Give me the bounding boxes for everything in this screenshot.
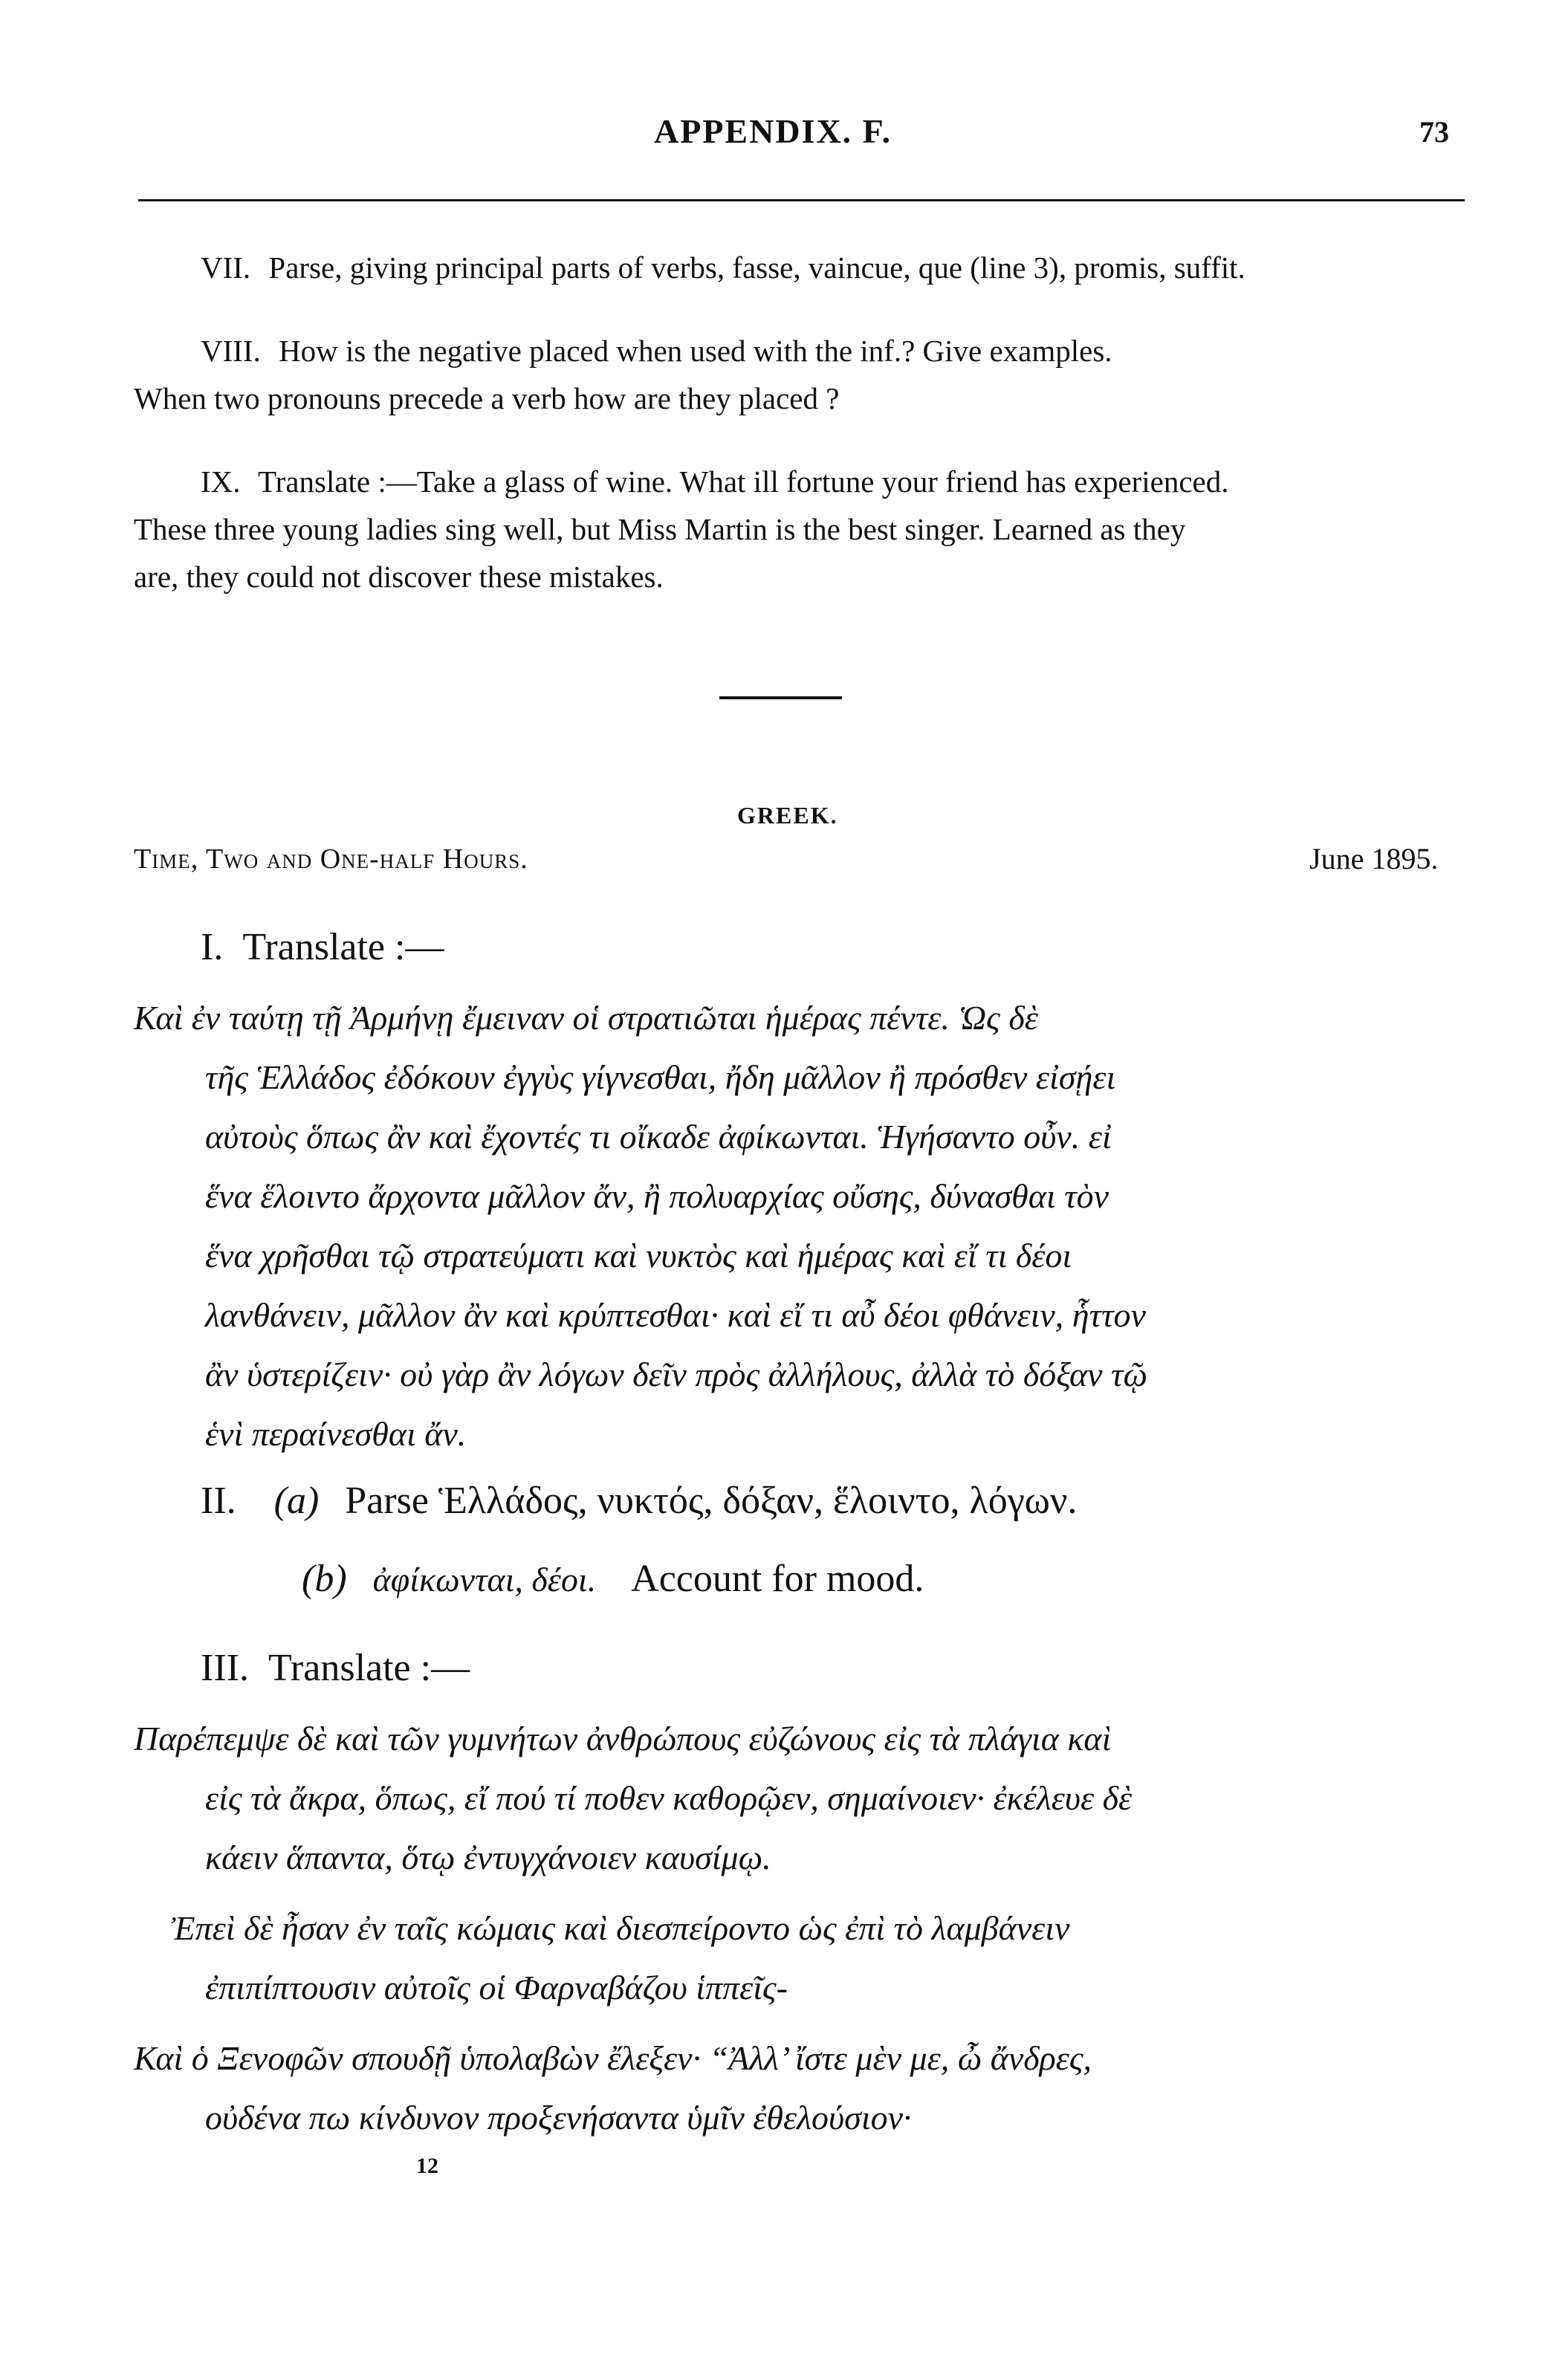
- part-label: (a): [273, 1480, 320, 1522]
- passage-line: λανθάνειν, μᾶλλον ἂν καὶ κρύπτεσθαι· καὶ εἴ τι αὖ δέοι φθάνειν, ἧττον: [205, 1296, 1146, 1334]
- question-text: Translate :—Take a glass of wine. What ill fortune your friend has experienced.: [258, 464, 1229, 499]
- passage-line: Ἐπεὶ δὲ ἦσαν ἐν ταῖς κώμαις καὶ διεσπείροντο ὡς ἐπὶ τὸ λαμβάνειν: [171, 1909, 1070, 1947]
- question-iii-paragraph-3: [134, 2029, 1092, 2148]
- question-number: II.: [201, 1480, 236, 1522]
- question-iii-heading: [201, 1642, 470, 1694]
- passage-line: Καὶ ἐν ταύτῃ τῇ Ἀρμήνῃ ἔμειναν οἱ στρατιῶται ἡμέρας πέντε. Ὡς δὲ: [134, 999, 1038, 1037]
- exam-date: June 1895.: [1309, 842, 1439, 875]
- passage-line: ἂν ὑστερίζειν· οὐ γὰρ ἂν λόγων δεῖν πρὸς ἀλλήλους, ἀλλὰ τὸ δόξαν τῷ: [205, 1355, 1147, 1393]
- passage-line: Καὶ ὁ Ξενοφῶν σπουδῇ ὑπολαβὼν ἔλεξεν· “Ἀλλ’ ἴστε μὲν με, ὦ ἄνδρες,: [134, 2039, 1092, 2077]
- passage-line: αὐτοὺς ὅπως ἂν καὶ ἔχοντές τι οἴκαδε ἀφίκωνται. Ἡγήσαντο οὖν. εἰ: [205, 1118, 1112, 1156]
- passage-line: ἑνὶ περαίνεσθαι ἄν.: [205, 1415, 467, 1453]
- part-text: Parse Ἑλλάδος, νυκτός, δόξαν, ἕλοιντο, λόγων.: [345, 1480, 1078, 1522]
- section-separator: [719, 696, 842, 699]
- question-viii-line-2: When two pronouns precede a verb how are they placed ?: [134, 381, 840, 415]
- question-number: III.: [201, 1647, 249, 1689]
- question-number: VII.: [201, 250, 251, 285]
- question-iii-paragraph-2: [171, 1899, 1069, 2018]
- passage-line: τῆς Ἑλλάδος ἐδόκουν ἐγγὺς γίγνεσθαι, ἤδη μᾶλλον ἢ πρόσθεν εἰσῄει: [205, 1058, 1116, 1096]
- passage-line: Παρέπεμψε δὲ καὶ τῶν γυμνήτων ἀνθρώπους εὐζώνους εἰς τὰ πλάγια καὶ: [134, 1720, 1112, 1758]
- passage-line: εἰς τὰ ἄκρα, ὅπως, εἴ πού τί ποθεν καθορῷεν, σημαίνοιεν· ἐκέλευε δὲ: [205, 1779, 1133, 1817]
- question-number: VIII.: [201, 334, 261, 368]
- part-label: (b): [302, 1558, 347, 1600]
- running-header: [0, 111, 1568, 163]
- part-text: Account for mood.: [631, 1558, 924, 1600]
- question-text: How is the negative placed when used with the inf.? Give examples.: [279, 334, 1112, 368]
- question-i-passage: [134, 988, 1147, 1464]
- signature-mark: 12: [416, 2154, 438, 2178]
- page-title: APPENDIX. F.: [654, 112, 892, 150]
- question-ii-part-a: [201, 1475, 1077, 1527]
- question-number: I.: [201, 926, 224, 968]
- question-i-heading: [201, 921, 444, 974]
- question-iii-paragraph-1: [134, 1709, 1132, 1888]
- question-vii: [201, 245, 1245, 291]
- question-ix: [201, 459, 1229, 505]
- question-ii-part-b: [302, 1553, 924, 1606]
- question-text: Parse, giving principal parts of verbs, fasse, vaincue, que (line 3), promis, suffit.: [268, 250, 1245, 285]
- part-greek: ἀφίκωνται, δέοι.: [372, 1561, 597, 1598]
- passage-line: ἐπιπίπτουσιν αὐτοῖς οἱ Φαρναβάζου ἱππεῖς-: [205, 1969, 788, 2006]
- passage-line: οὐδένα πω κίνδυνον προξενήσαντα ὑμῖν ἐθελούσιον·: [205, 2099, 912, 2137]
- question-number: IX.: [201, 464, 241, 499]
- exam-time: Time, Two and One-half Hours.: [134, 843, 528, 875]
- passage-line: ἕνα χρῆσθαι τῷ στρατεύματι καὶ νυκτὸς καὶ ἡμέρας καὶ εἴ τι δέοι: [205, 1237, 1072, 1274]
- question-viii: [201, 328, 1112, 374]
- passage-line: ἕνα ἕλοιντο ἄρχοντα μᾶλλον ἄν, ἢ πολυαρχίας οὔσης, δύνασθαι τὸν: [205, 1177, 1109, 1215]
- question-instruction: Translate :—: [268, 1647, 470, 1689]
- page-number: 73: [1419, 115, 1449, 149]
- question-ix-line-2: These three young ladies sing well, but Miss Martin is the best singer. Learned as they: [134, 512, 1186, 546]
- section-title: GREEK.: [737, 802, 838, 829]
- question-instruction: Translate :—: [242, 926, 444, 968]
- passage-line: κάειν ἅπαντα, ὅτῳ ἐντυγχάνοιεν καυσίμῳ.: [205, 1839, 771, 1876]
- question-ix-line-3: are, they could not discover these mistakes.: [134, 560, 664, 594]
- header-rule: [138, 199, 1465, 201]
